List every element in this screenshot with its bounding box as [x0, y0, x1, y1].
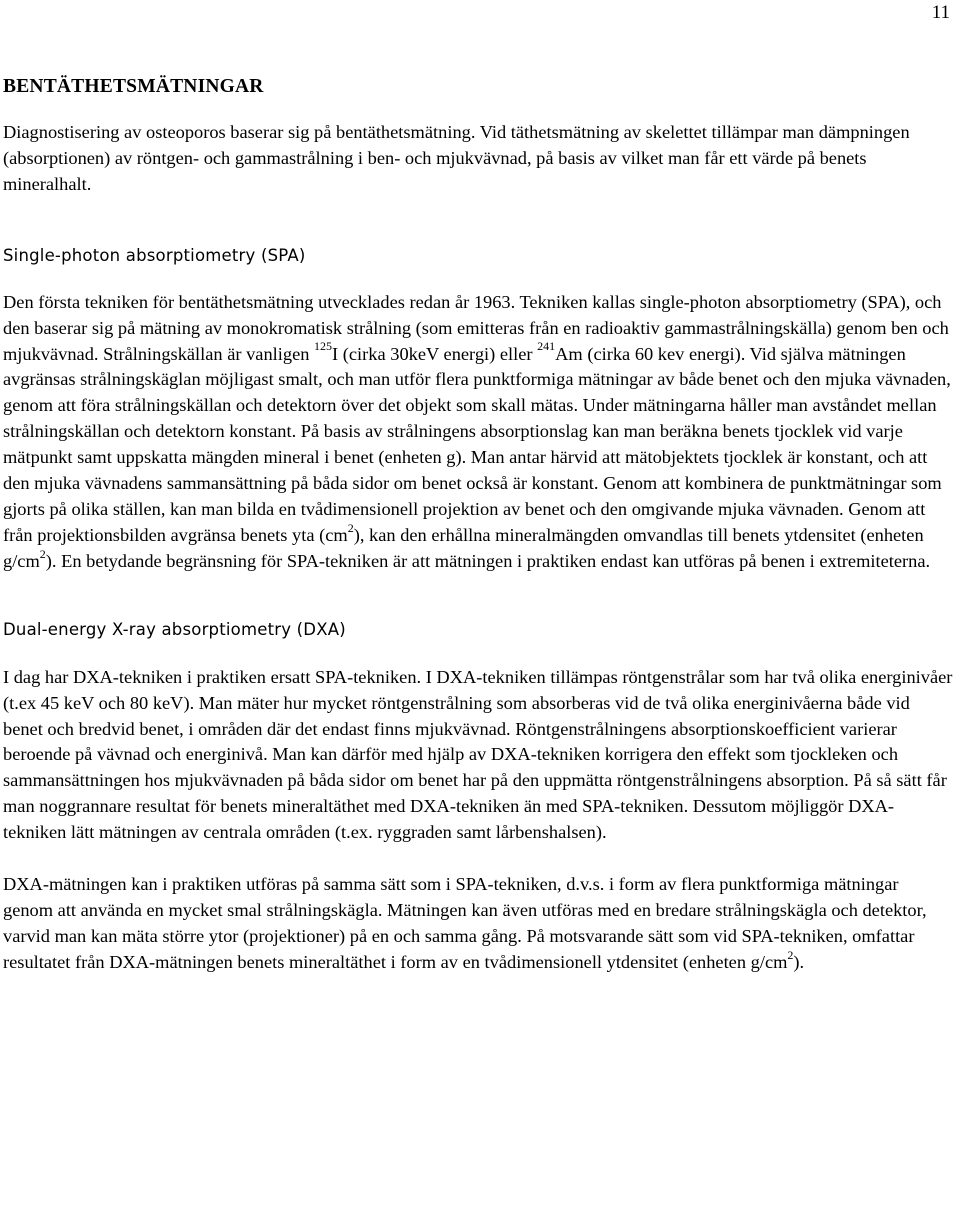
dxa-text-2: ).	[793, 951, 805, 972]
dxa-paragraph-2	[3, 872, 953, 976]
spa-paragraph	[3, 290, 953, 575]
intro-paragraph: Diagnostisering av osteoporos baserar sig på bentäthetsmätning. Vid täthetsmätning av skelettet tillämpar man dämpningen (absorptionen) av röntgen- och gammastrålning i ben- och mjukvävnad, på basis av vilket man får ett värde på benets mineralhalt.	[3, 122, 910, 194]
dxa-text-1: DXA-mätningen kan i praktiken utföras på samma sätt som i SPA-tekniken, d.v.s. i form av flera punktformiga mätningar genom att använda en mycket smal strålningskägla. Mätningen kan även utföras med en bredare strålningskägla och detektor, varvid man kan mäta större ytor (projektioner) på en och samma gång. På motsvarande sätt som vid SPA-tekniken, omfattar resultatet från DXA-mätningen benets mineraltäthet i form av en tvådimensionell ytdensitet (enheten g/cm	[3, 874, 927, 972]
spa-text-2: I (cirka 30keV energi) eller	[332, 343, 538, 364]
dxa-section-heading: Dual-energy X-ray absorptiometry (DXA)	[3, 619, 346, 639]
dxa-unit-exponent: 2	[787, 947, 794, 962]
spa-unit-exponent-2: 2	[39, 546, 46, 561]
page-heading: BENTÄTHETSMÄTNINGAR	[3, 76, 264, 97]
spa-text-1: Den första tekniken för bentäthetsmätning utvecklades redan år 1963. Tekniken kallas single-photon absorptiometry (SPA), och den baserar sig på mätning av monokromatisk strålning (som emitteras från en radioaktiv gammastrålningskälla) genom ben och mjukvävnad. Strålningskällan är vanligen	[3, 291, 949, 364]
page-number: 11	[931, 2, 950, 23]
dxa-paragraph-1: I dag har DXA-tekniken i praktiken ersatt SPA-tekniken. I DXA-tekniken tillämpas röntgenstrålar som har två olika energinivåer (t.ex 45 keV och 80 keV). Man mäter hur mycket röntgenstrålning som absorberas vid de två olika energinivåerna både vid benet och bredvid benet, i områden där det endast finns mjukvävnad. Röntgenstrålningens absorptionskoefficient varierar beroende på vävnad och energinivå. Man kan därför med hjälp av DXA-tekniken korrigera den effekt som tjockleken och sammansättningen hos mjukvävnaden på båda sidor om benet har på den uppmätta röntgenstrålningens absorption. På så sätt får man noggrannare resultat för benets mineraltäthet med DXA-tekniken än med SPA-tekniken. Dessutom möjliggör DXA-tekniken lätt mätningen av centrala områden (t.ex. ryggraden samt lårbenshalsen).	[3, 666, 953, 843]
spa-text-3: Am (cirka 60 kev energi). Vid själva mätningen avgränsas strålningskäglan möjligast smalt, och man utför flera punktformiga mätningar av både benet och den mjuka vävnaden, genom att föra strålningskällan och detektorn över det objekt som skall mätas. Under mätningarna håller man avståndet mellan strålningskällan och detektorn konstant. På basis av strålningens absorptionslag kan man beräkna benets tjocklek vid varje mätpunkt samt uppskatta mängden mineral i benet (enheten g). Man antar härvid att mätobjektets tjocklek är konstant, och att den mjuka vävnadens sammansättning på båda sidor om benet också är konstant. Genom att kombinera de punktmätningar som gjorts på olika ställen, kan man bilda en tvådimensionell projektion av benet och den omgivande mjuka vävnaden. Genom att från projektionsbilden avgränsa benets yta (cm	[3, 343, 951, 545]
spa-isotope-mass-1: 125	[314, 339, 333, 354]
document-body	[3, 76, 953, 976]
spa-text-4: ), kan den erhållna mineralmängden omvandlas till benets ytdensitet (enheten g/cm	[3, 524, 924, 571]
spa-unit-exponent-1: 2	[347, 520, 354, 535]
spa-text-5: ). En betydande begränsning för SPA-tekniken är att mätningen i praktiken endast kan utföras på benen i extremiteterna.	[45, 550, 931, 571]
spa-section-heading: Single-photon absorptiometry (SPA)	[3, 245, 306, 265]
spa-isotope-mass-2: 241	[537, 339, 556, 354]
